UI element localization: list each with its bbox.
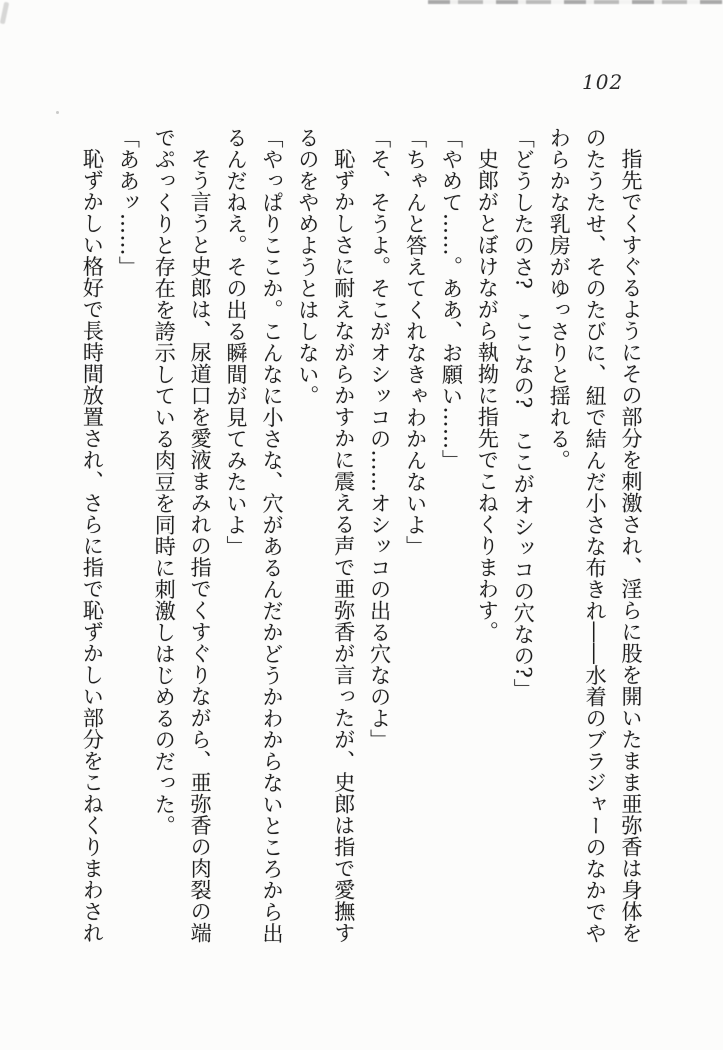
paragraph: 恥ずかしい格好で長時間放置され、さらに指で恥ずかしい部分をこねくりまわされ	[80, 148, 105, 944]
scan-artifact-speck	[56, 111, 59, 114]
text-body	[73, 127, 648, 947]
paragraph: 「ああッ……」	[116, 127, 141, 278]
paragraph: 「やっぱりここか。こんなに小さな、穴があるんだかどうかわからないところから出るんだねえ。その出る瞬間が見てみたいよ」	[224, 127, 284, 944]
paragraph: 史郎がとぼけながら執拗に指先でこねくりまわす。	[475, 148, 500, 643]
paragraph: そう言うと史郎は、尿道口を愛液まみれの指でくすぐりながら、亜弥香の肉裂の端でぷっくりと存在を誇示している肉豆を同時に刺激しはじめるのだった。	[152, 127, 213, 944]
paragraph: 「ちゃんと答えてくれなきゃわかんないよ」	[403, 127, 428, 557]
page-number: 102	[582, 70, 624, 94]
paragraph: 「どうしたのさ? ここなの? ここがオシッコの穴なの?」	[511, 127, 536, 700]
scan-artifact-corner-mark	[0, 2, 9, 25]
paragraph: 「やめて……。ああ、お願い……」	[439, 127, 464, 471]
scan-artifact-top-edge	[428, 0, 723, 4]
paragraph: 指先でくすぐるようにその部分を刺激され、淫らに股を開いたまま亜弥香は身体をのたうたせ、そのたびに、紐で結んだ小さな布きれ――水着のブラジャーのなかでやわらかな乳房がゆっさりと揺れる。	[547, 127, 643, 944]
paragraph: 「そ、そうよ。そこがオシッコの……オシッコの出る穴なのよ」	[367, 127, 392, 751]
paragraph: 恥ずかしさに耐えながらかすかに震える声で亜弥香が言ったが、史郎は指で愛撫するのをやめようとはしない。	[295, 127, 356, 944]
